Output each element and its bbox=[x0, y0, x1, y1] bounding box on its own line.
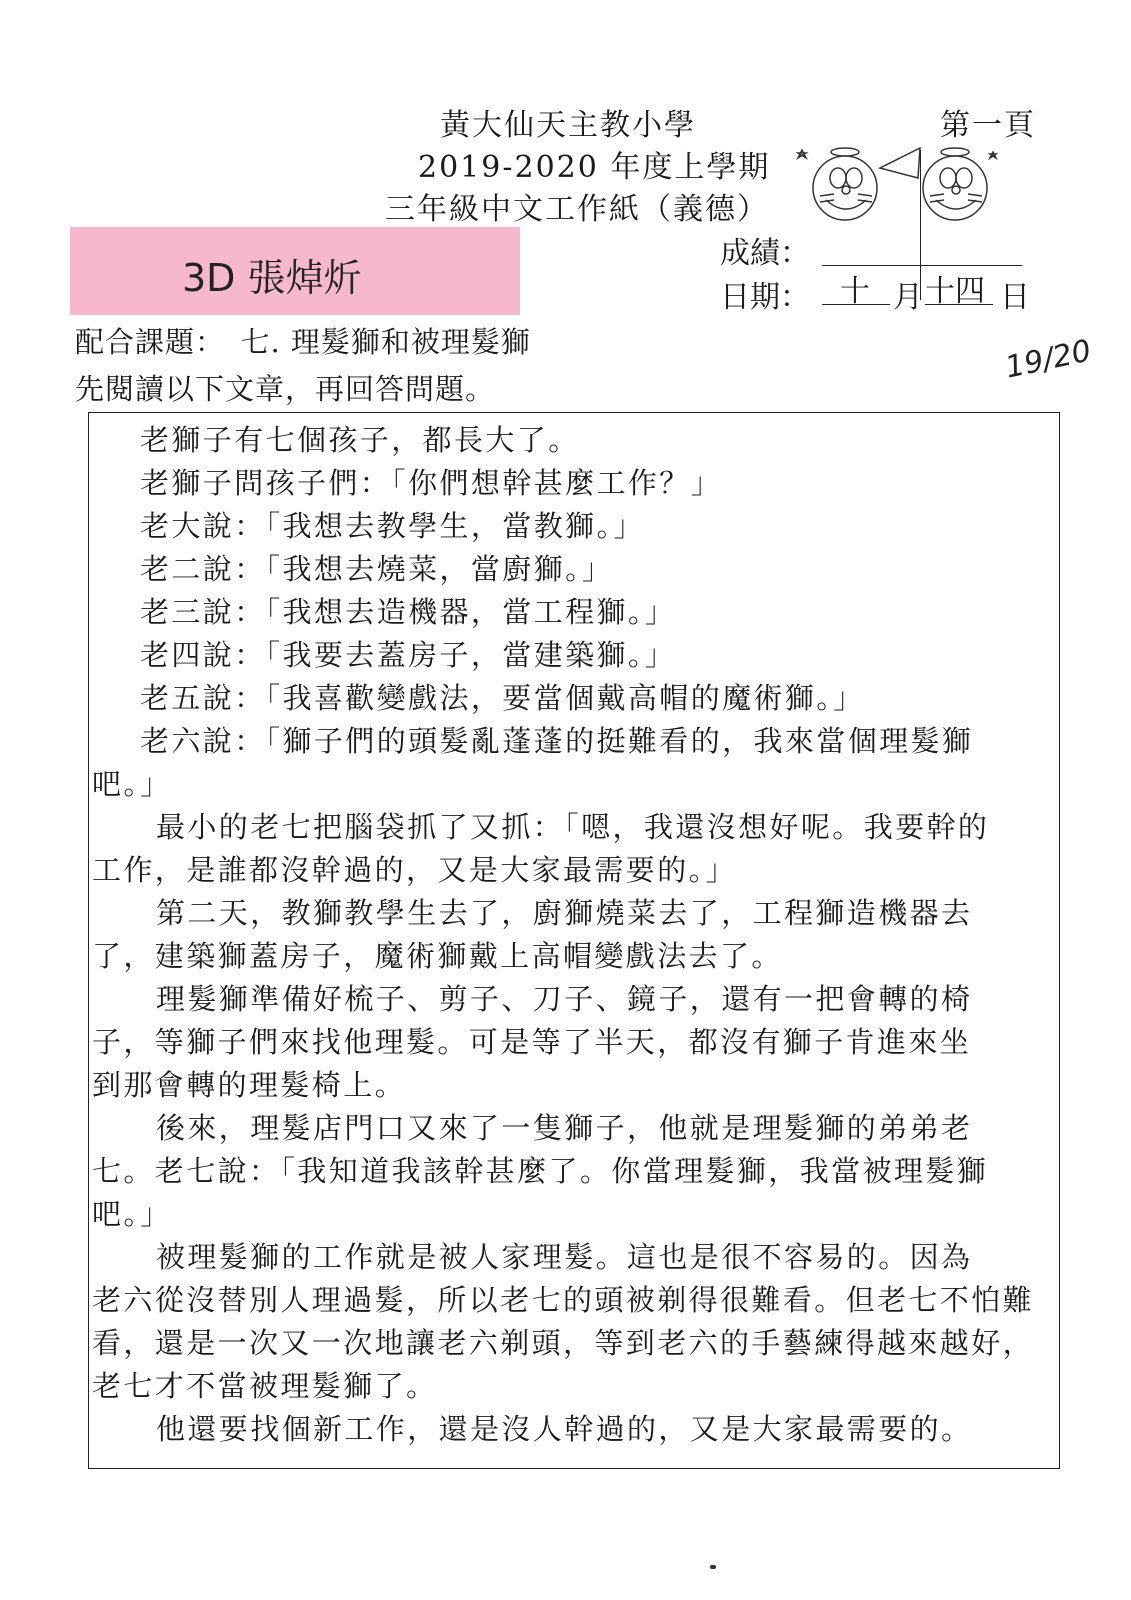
passage-line: 老獅子有七個孩子，都長大了。 bbox=[140, 423, 580, 457]
date-day: 十四 bbox=[925, 274, 985, 309]
passage-line: 老六從沒替別人理過髮，所以老七的頭被剃得很難看。但老七不怕難 bbox=[92, 1283, 1035, 1317]
passage-line: 理髮獅準備好梳子、剪子、刀子、鏡子，還有一把會轉的椅 bbox=[156, 982, 973, 1016]
school-name: 黃大仙天主教小學 bbox=[440, 108, 696, 143]
passage-line: 吧。」 bbox=[92, 767, 172, 801]
passage-line: 被理髮獅的工作就是被人家理髮。這也是很不容易的。因為 bbox=[156, 1240, 973, 1274]
scan-mark bbox=[710, 1565, 716, 1569]
passage-line: 到那會轉的理髮椅上。 bbox=[92, 1068, 407, 1102]
passage-line: 老獅子問孩子們：「你們想幹甚麼工作？」 bbox=[140, 466, 723, 500]
passage-line: 老三說：「我想去造機器，當工程獅。」 bbox=[140, 595, 677, 629]
term: 2019-2020 年度上學期 bbox=[418, 150, 771, 185]
student-name-highlight bbox=[70, 227, 520, 315]
day-field bbox=[925, 304, 993, 305]
passage-line: 老五說：「我喜歡變戲法，要當個戴高帽的魔術獅。」 bbox=[140, 681, 865, 715]
handwritten-score: 19/20 bbox=[1002, 333, 1095, 386]
date-label: 日期： bbox=[720, 280, 810, 315]
passage-line: 吧。」 bbox=[92, 1197, 172, 1231]
passage-line: 了，建築獅蓋房子，魔術獅戴上高帽變戲法去了。 bbox=[92, 939, 783, 973]
grade-label: 成績： bbox=[720, 236, 810, 271]
passage-line: 子，等獅子們來找他理髮。可是等了半天，都沒有獅子肯進來坐 bbox=[92, 1025, 972, 1059]
passage-line: 看，還是一次又一次地讓老六剃頭，等到老六的手藝練得越來越好， bbox=[92, 1326, 1035, 1360]
passage-line: 七。老七說：「我知道我該幹甚麼了。你當理髮獅，我當被理髮獅 bbox=[92, 1154, 989, 1188]
passage-line: 第二天，教獅教學生去了，廚獅燒菜去了，工程獅造機器去 bbox=[156, 896, 973, 930]
passage-line: 工作，是誰都沒幹過的，又是大家最需要的。」 bbox=[92, 853, 737, 887]
month-field bbox=[822, 304, 890, 305]
passage-line: 老六說：「獅子們的頭髮亂蓬蓬的挺難看的，我來當個理髮獅 bbox=[140, 724, 974, 758]
passage-line: 後來，理髮店門口又來了一隻獅子，他就是理髮獅的弟弟老 bbox=[156, 1111, 973, 1145]
passage-line: 老七才不當被理髮獅了。 bbox=[92, 1369, 438, 1403]
day-label: 日 bbox=[1000, 280, 1030, 315]
lesson-topic: 配合課題： 七. 理髮獅和被理髮獅 bbox=[75, 325, 531, 359]
instruction: 先閱讀以下文章，再回答問題。 bbox=[75, 372, 496, 406]
month-label: 月 bbox=[893, 280, 923, 315]
passage-line: 他還要找個新工作，還是沒人幹過的，又是大家最需要的。 bbox=[156, 1412, 973, 1446]
passage-line: 老大說：「我想去教學生，當教獅。」 bbox=[140, 509, 645, 543]
page-number: 第一頁 bbox=[940, 108, 1036, 143]
passage-line: 最小的老七把腦袋抓了又抓：「嗯，我還沒想好呢。我要幹的 bbox=[156, 810, 990, 844]
date-month: 十 bbox=[840, 274, 870, 309]
passage-line: 老四說：「我要去蓋房子，當建築獅。」 bbox=[140, 638, 677, 672]
passage-line: 老二說：「我想去燒菜，當廚獅。」 bbox=[140, 552, 614, 586]
doraemon-mascot-icon bbox=[790, 138, 1010, 242]
worksheet-title: 三年級中文工作紙（義德） bbox=[385, 192, 769, 227]
student-name: 3D 張焯炘 bbox=[182, 256, 362, 300]
